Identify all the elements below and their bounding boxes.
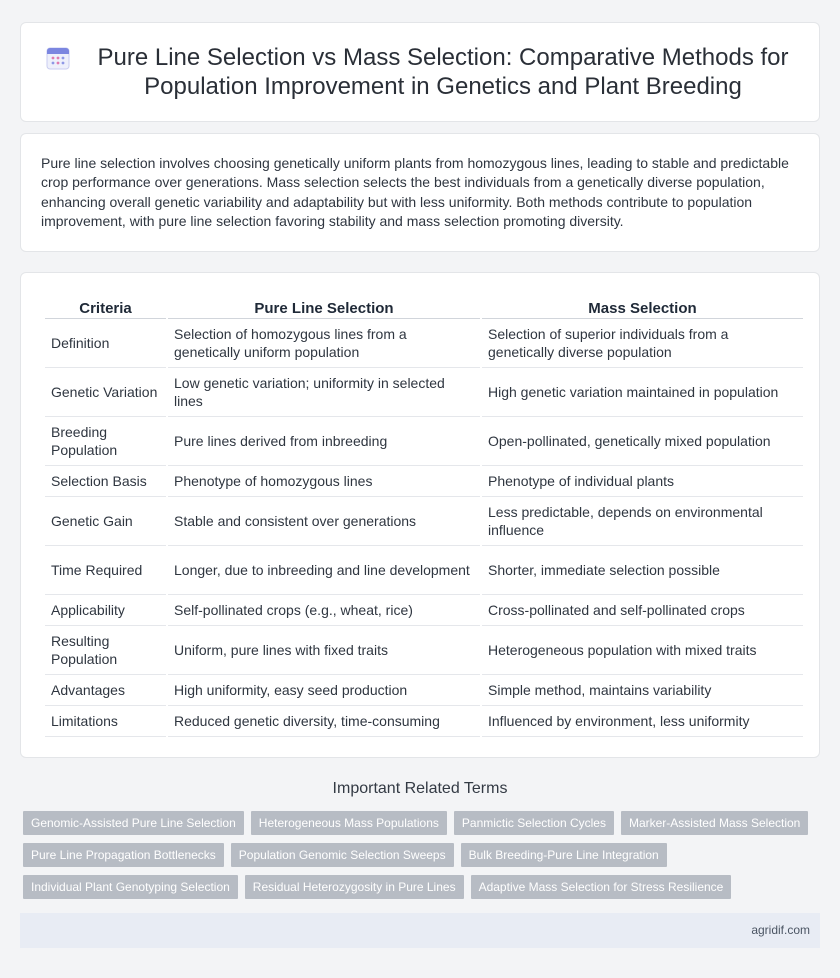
pure-line-cell: Stable and consistent over generations (168, 497, 480, 546)
table-row (45, 675, 803, 706)
pure-line-cell: Phenotype of homozygous lines (168, 466, 480, 497)
mass-cell: Shorter, immediate selection possible (482, 546, 803, 595)
table-row (45, 497, 803, 546)
mass-cell: Less predictable, depends on environmental influence (482, 497, 803, 546)
related-term-tag[interactable]: Heterogeneous Mass Populations (251, 811, 447, 835)
criteria-cell: Time Required (45, 546, 166, 595)
calendar-icon (45, 45, 71, 71)
pure-line-cell: Low genetic variation; uniformity in selected lines (168, 368, 480, 417)
table-row (45, 466, 803, 497)
pure-line-cell: Uniform, pure lines with fixed traits (168, 626, 480, 675)
pure-line-cell: High uniformity, easy seed production (168, 675, 480, 706)
comparison-table (43, 293, 805, 737)
page-title: Pure Line Selection vs Mass Selection: Comparative Methods for Population Improvement in Genetics and Plant Breeding (97, 44, 789, 100)
related-term-tag[interactable]: Genomic-Assisted Pure Line Selection (23, 811, 244, 835)
criteria-cell: Genetic Variation (45, 368, 166, 417)
mass-cell: Influenced by environment, less uniformity (482, 706, 803, 737)
criteria-cell: Applicability (45, 595, 166, 626)
table-row (45, 319, 803, 368)
related-term-tag[interactable]: Marker-Assisted Mass Selection (621, 811, 808, 835)
related-terms-section (0, 780, 840, 798)
related-terms-title: Important Related Terms (332, 780, 508, 797)
intro-card (20, 133, 820, 252)
pure-line-cell: Self-pollinated crops (e.g., wheat, rice) (168, 595, 480, 626)
table-row (45, 417, 803, 466)
pure-line-cell: Pure lines derived from inbreeding (168, 417, 480, 466)
related-terms-tags (23, 811, 823, 907)
criteria-cell: Advantages (45, 675, 166, 706)
header-criteria: Criteria (45, 293, 166, 319)
pure-line-cell: Selection of homozygous lines from a genetically uniform population (168, 319, 480, 368)
criteria-cell: Genetic Gain (45, 497, 166, 546)
comparison-table-card (20, 272, 820, 758)
pure-line-cell: Reduced genetic diversity, time-consuming (168, 706, 480, 737)
mass-cell: High genetic variation maintained in population (482, 368, 803, 417)
criteria-cell: Resulting Population (45, 626, 166, 675)
table-row (45, 595, 803, 626)
footer (20, 913, 820, 948)
intro-text: Pure line selection involves choosing genetically uniform plants from homozygous lines, leading to stable and predictable crop performance over generations. Mass selection selects the best individuals from a genetically diverse population, enhancing overall genetic variability and adaptability but with less uniformity. Both methods contribute to population improvement, with pure line selection favoring stability and mass selection promoting diversity. (41, 155, 789, 229)
related-term-tag[interactable]: Residual Heterozygosity in Pure Lines (245, 875, 464, 899)
related-term-tag[interactable]: Bulk Breeding-Pure Line Integration (461, 843, 667, 867)
header-mass: Mass Selection (482, 293, 803, 319)
table-header-row (45, 293, 803, 319)
related-term-tag[interactable]: Pure Line Propagation Bottlenecks (23, 843, 224, 867)
related-term-tag[interactable]: Adaptive Mass Selection for Stress Resilience (471, 875, 732, 899)
table-row (45, 626, 803, 675)
footer-site-link[interactable]: agridif.com (751, 923, 810, 937)
table-row (45, 368, 803, 417)
criteria-cell: Selection Basis (45, 466, 166, 497)
mass-cell: Cross-pollinated and self-pollinated crops (482, 595, 803, 626)
criteria-cell: Breeding Population (45, 417, 166, 466)
criteria-cell: Definition (45, 319, 166, 368)
title-card (20, 22, 820, 122)
mass-cell: Heterogeneous population with mixed traits (482, 626, 803, 675)
table-row (45, 706, 803, 737)
mass-cell: Simple method, maintains variability (482, 675, 803, 706)
related-term-tag[interactable]: Individual Plant Genotyping Selection (23, 875, 238, 899)
related-term-tag[interactable]: Population Genomic Selection Sweeps (231, 843, 454, 867)
pure-line-cell: Longer, due to inbreeding and line development (168, 546, 480, 595)
related-term-tag[interactable]: Panmictic Selection Cycles (454, 811, 614, 835)
mass-cell: Phenotype of individual plants (482, 466, 803, 497)
mass-cell: Selection of superior individuals from a genetically diverse population (482, 319, 803, 368)
header-pure-line: Pure Line Selection (168, 293, 480, 319)
mass-cell: Open-pollinated, genetically mixed population (482, 417, 803, 466)
criteria-cell: Limitations (45, 706, 166, 737)
table-row (45, 546, 803, 595)
